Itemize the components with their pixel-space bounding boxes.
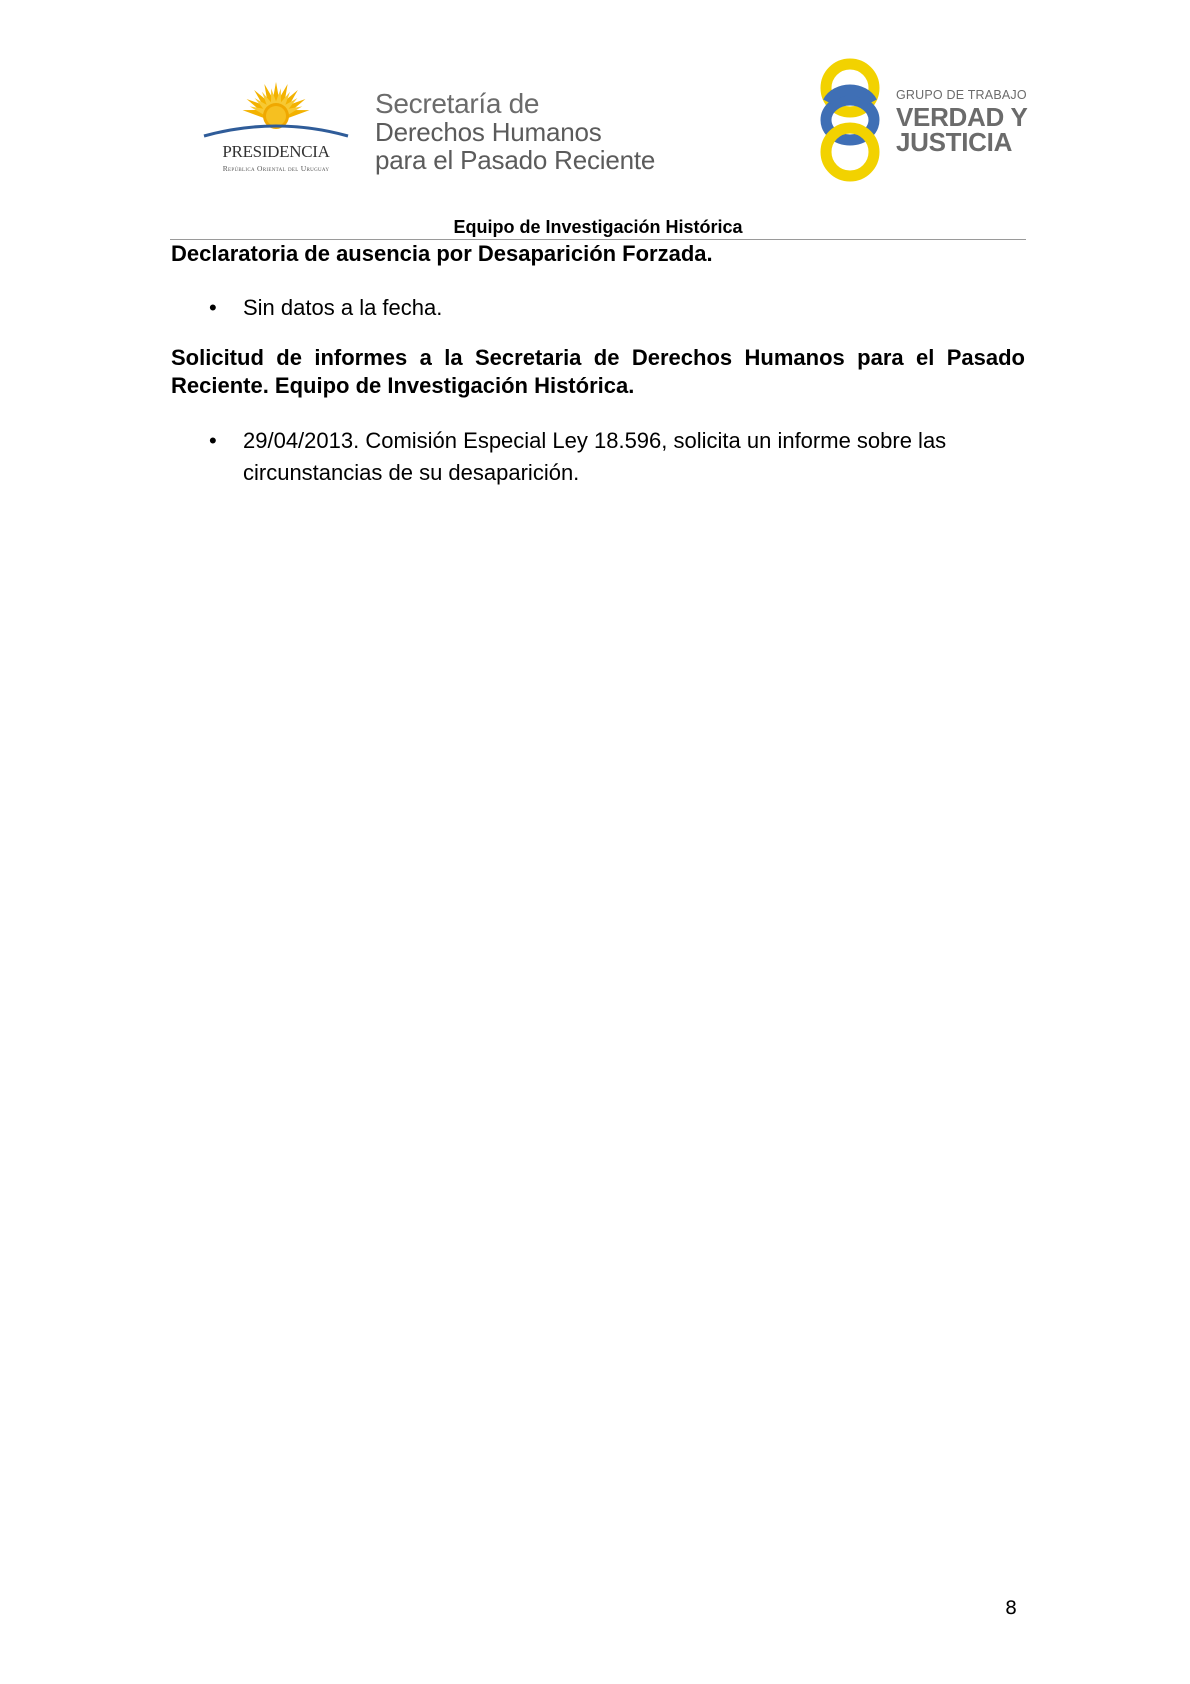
vyj-grupo-text: GRUPO DE TRABAJO [896, 88, 1027, 102]
secretaria-line-3: para el Pasado Reciente [375, 145, 656, 175]
verdad-justicia-logo [818, 56, 1028, 184]
secretaria-line-1: Secretaría de [375, 88, 540, 119]
list-item [209, 292, 1024, 324]
chain-links-icon [818, 56, 888, 184]
list-item-text: Sin datos a la fecha. [243, 295, 443, 320]
section-heading-solicitud: Solicitud de informes a la Secretaria de Derechos Humanos para el Pasado Reciente. Equipo de Investigación Histórica. [171, 345, 1025, 398]
list-item [209, 425, 1024, 489]
vyj-verdad-text: VERDAD Y [896, 102, 1028, 132]
sun-of-may-icon [196, 80, 356, 144]
bullet-icon: • [209, 428, 217, 453]
bullet-icon: • [209, 295, 217, 320]
presidencia-logo [196, 80, 356, 180]
presidencia-name: PRESIDENCIA [222, 142, 330, 161]
page-number: 8 [1005, 1597, 1018, 1619]
running-header-title: Equipo de Investigación Histórica [453, 217, 743, 237]
vyj-justicia-text: JUSTICIA [896, 127, 1013, 157]
list-item-text: 29/04/2013. Comisión Especial Ley 18.596, solicita un informe sobre las circunstancias de su desaparición. [243, 428, 947, 485]
presidencia-subtitle: República Oriental del Uruguay [222, 164, 330, 173]
secretaria-logo-text [375, 90, 655, 174]
secretaria-line-2: Derechos Humanos [375, 117, 602, 147]
section-heading-declaratoria: Declaratoria de ausencia por Desaparición Forzada. [171, 241, 713, 266]
